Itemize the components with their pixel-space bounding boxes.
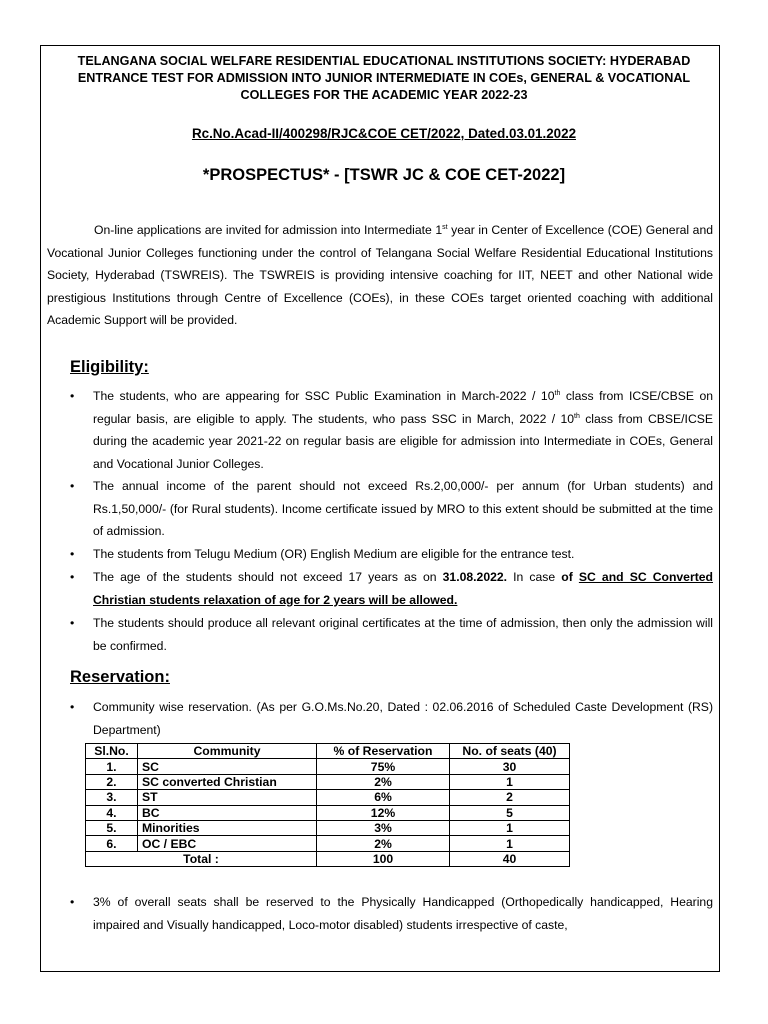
cell-seats: 30 [450,759,570,774]
cell-slno: 4. [86,805,138,820]
list-item: • The annual income of the parent should not exceed Rs.2,00,000/- per annum (for Urban students) and Rs.1,50,000/- (for Rural students). Income certificate issued by MRO to this extent should be submitted at the time of admission. [70,479,713,539]
test-heading: ENTRANCE TEST FOR ADMISSION INTO JUNIOR INTERMEDIATE IN COEs, GENERAL & VOCATIONAL [77,71,691,85]
prospectus-title: *PROSPECTUS* - [TSWR JC & COE CET-2022] [202,166,566,184]
total-seats: 40 [450,851,570,866]
cell-community: ST [138,790,317,805]
cell-slno: 1. [86,759,138,774]
table-row [86,820,570,835]
header-slno: Sl.No. [86,744,138,759]
cell-seats: 2 [450,790,570,805]
header-percent: % of Reservation [317,744,450,759]
list-item: • The students should produce all relevant original certificates at the time of admission, then only the admission will be confirmed. [70,616,713,653]
cell-seats: 1 [450,820,570,835]
table-row [86,759,570,774]
cell-percent: 75% [317,759,450,774]
table-header-row [86,744,570,759]
table-total-row [86,851,570,866]
cell-slno: 2. [86,774,138,789]
intro-paragraph: On-line applications are invited for admission into Intermediate 1st year in Center of Excellence (COE) General and Vocational Junior Colleges functioning under the control of Telangana Social Welfare Residential Educational Institutions Society, Hyderabad (TSWREIS). The TSWREIS is providing intensive coaching for IIT, NEET and other National wide prestigious Institutions through Centre of Excellence (COEs), in these COEs target oriented coaching with additional Academic Support will be provided. [47,223,713,328]
year-heading: COLLEGES FOR THE ACADEMIC YEAR 2022-23 [240,88,528,102]
cell-community: OC / EBC [138,836,317,851]
cell-percent: 12% [317,805,450,820]
list-item: • The age of the students should not exceed 17 years as on 31.08.2022. In case of SC and SC Converted Christian students relaxation of age for 2 years will be allowed. [70,570,713,607]
cell-community: SC converted Christian [138,774,317,789]
table-row [86,836,570,851]
table-row [86,774,570,789]
cell-seats: 5 [450,805,570,820]
table-row [86,790,570,805]
cell-community: BC [138,805,317,820]
header-seats: No. of seats (40) [450,744,570,759]
cell-slno: 5. [86,820,138,835]
list-item: • The students, who are appearing for SSC Public Examination in March-2022 / 10th class from ICSE/CBSE on regular basis, are eligible to apply. The students, who pass SSC in March, 2022 / 10th class from CBSE/ICSE during the academic year 2021-22 on regular basis are eligible for admission into Intermediate in COEs, General and Vocational Junior Colleges. [70,389,714,471]
reservation-table [85,743,570,867]
list-item: • Community wise reservation. (As per G.O.Ms.No.20, Dated : 02.06.2016 of Scheduled Caste Development (RS) Department) [70,700,713,737]
cell-community: SC [138,759,317,774]
list-item: • The students from Telugu Medium (OR) English Medium are eligible for the entrance test. [70,547,575,561]
reference-number: Rc.No.Acad-II/400298/RJC&COE CET/2022, Dated.03.01.2022 [191,126,577,141]
cell-seats: 1 [450,774,570,789]
cell-slno: 6. [86,836,138,851]
list-item: • 3% of overall seats shall be reserved to the Physically Handicapped (Orthopedically handicapped, Hearing impaired and Visually handicapped, Loco-motor disabled) students irrespective of caste, [70,895,713,932]
cell-seats: 1 [450,836,570,851]
cell-percent: 3% [317,820,450,835]
cell-percent: 2% [317,836,450,851]
cell-percent: 2% [317,774,450,789]
total-percent: 100 [317,851,450,866]
cell-percent: 6% [317,790,450,805]
eligibility-heading: Eligibility: [70,358,149,376]
cell-community: Minorities [138,820,317,835]
header-community: Community [138,744,317,759]
reservation-heading: Reservation: [70,668,170,686]
society-heading: TELANGANA SOCIAL WELFARE RESIDENTIAL EDUCATIONAL INSTITUTIONS SOCIETY: HYDERABAD [77,54,691,68]
total-label: Total : [86,851,317,866]
table-row [86,805,570,820]
cell-slno: 3. [86,790,138,805]
